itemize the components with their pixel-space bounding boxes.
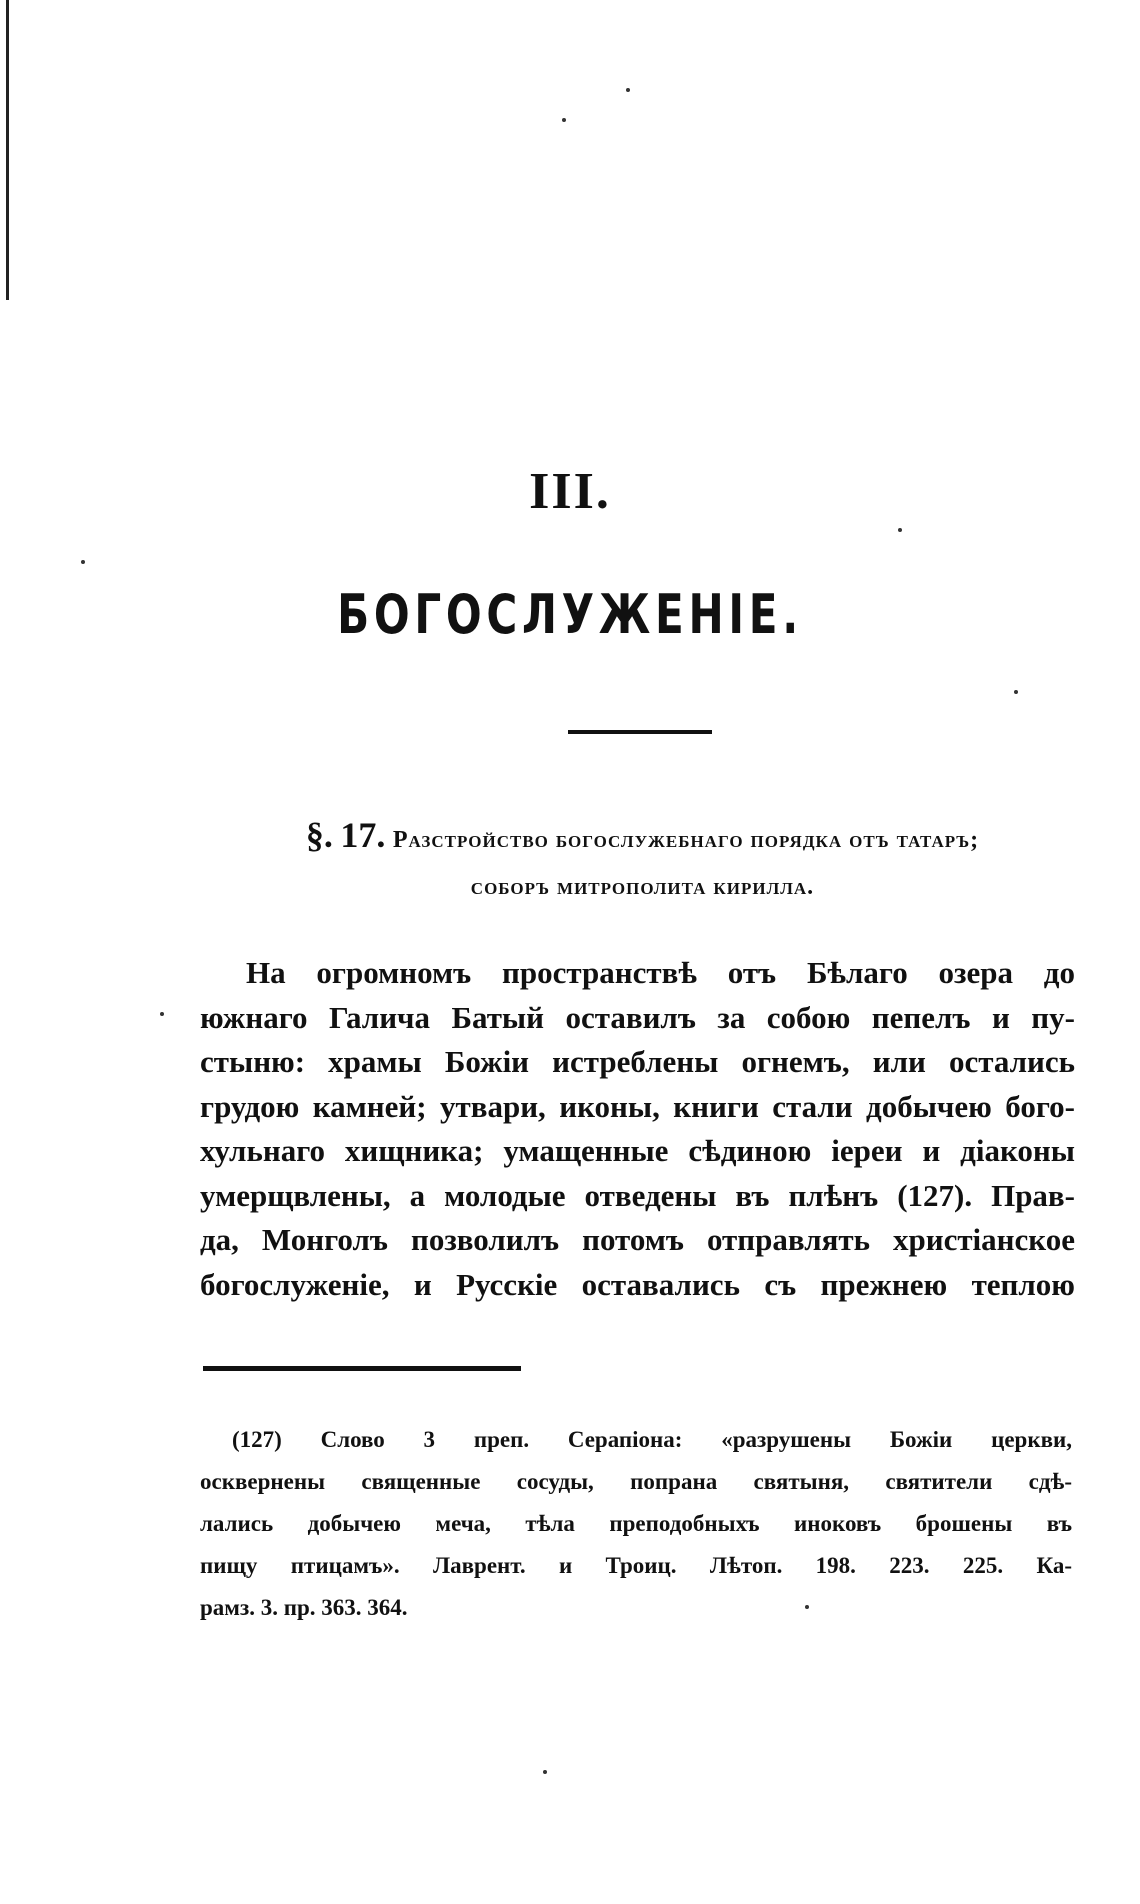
title-divider — [568, 730, 712, 734]
scan-speck — [626, 88, 630, 92]
footnote-line: рамз. 3. пр. 363. 364. — [200, 1595, 408, 1620]
section-title-line-1: Разстройство богослужебнаго порядка отъ татаръ; — [392, 827, 980, 853]
section-heading — [200, 812, 1085, 911]
footnote-line: осквернены священные сосуды, попрана святыня, святители сдѣ- — [200, 1469, 1072, 1494]
section-title-line-2: соборъ митрополита кирилла. — [470, 874, 815, 900]
body-line: На огромномъ пространствѣ отъ Бѣлаго озера до — [246, 955, 1075, 990]
scan-speck — [1014, 690, 1018, 694]
body-paragraph — [200, 951, 1075, 1307]
footnote-line: лались добычею меча, тѣла преподобныхъ иноковъ брошены въ — [200, 1511, 1072, 1536]
body-line: стыню: храмы Божіи истреблены огнемъ, или остались — [200, 1044, 1075, 1079]
scan-speck — [543, 1770, 547, 1774]
page-edge-line — [6, 0, 9, 300]
body-line: умерщвлены, а молодые отведены въ плѣнъ (127). Прав- — [200, 1177, 1075, 1213]
scan-speck — [898, 528, 902, 532]
footnote-divider — [203, 1366, 521, 1371]
section-number: 17. — [340, 815, 386, 855]
footnote-line: пищу птицамъ». Лаврент. и Троиц. Лѣтоп. 198. 223. 225. Ка- — [200, 1553, 1072, 1578]
body-line: богослуженіе, и Русскіе оставались съ прежнею теплою — [200, 1266, 1075, 1302]
footnote — [200, 1419, 1072, 1629]
section-mark: §. — [305, 815, 333, 855]
chapter-title: БОГОСЛУЖЕНІЕ. — [337, 583, 803, 646]
scan-speck — [562, 118, 566, 122]
scan-speck — [160, 1012, 164, 1016]
scan-speck — [81, 560, 85, 564]
footnote-line: (127) Слово 3 преп. Серапіона: «разрушены Божіи церкви, — [232, 1427, 1072, 1452]
part-number: III. — [529, 463, 611, 520]
body-line: да, Монголъ позволилъ потомъ отправлять христіанское — [200, 1222, 1075, 1257]
body-line: хульнаго хищника; умащенные сѣдиною іереи и діаконы — [200, 1133, 1075, 1168]
body-line: грудою камней; утвари, иконы, книги стали добычею бого- — [200, 1088, 1075, 1124]
section-heading-line-1 — [200, 812, 1085, 864]
body-line: южнаго Галича Батый оставилъ за собою пепелъ и пу- — [200, 999, 1075, 1035]
